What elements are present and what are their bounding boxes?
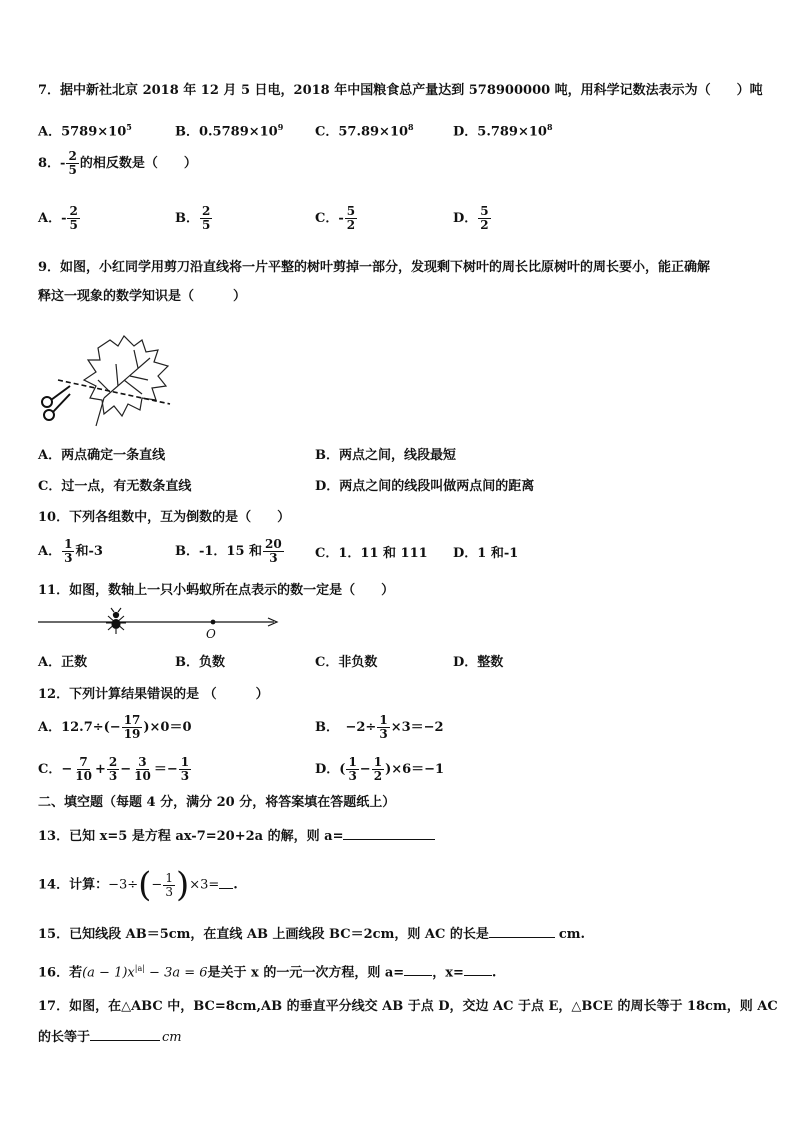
q7-stem: 7．据中新社北京 2018 年 12 月 5 日电，2018 年中国粮食总产量达到 578900000 吨，用科学记数法表示为（ ）吨 xyxy=(38,83,763,98)
q10-option-a: A． $\frac{1}{3}$ 和-3 xyxy=(38,537,103,565)
q12-option-a: A．12.7÷(− $\frac{17}{19}$ )×0＝0 xyxy=(38,713,192,741)
q11-option-b: B．负数 xyxy=(175,655,225,670)
q9-option-c: C．过一点，有无数条直线 xyxy=(38,479,192,494)
q8-option-d: D． $\frac{5}{2}$ xyxy=(453,204,489,232)
q8-option-c: C．- $\frac{5}{2}$ xyxy=(315,204,356,232)
q11-option-d: D．整数 xyxy=(453,655,504,670)
q17-stem-line2: 的长等于 cm xyxy=(38,1030,182,1045)
answer-blank-a[interactable] xyxy=(404,975,432,976)
q7-option-a: A．$5789\times 10^5$ xyxy=(38,122,132,140)
q9-stem-line2: 释这一现象的数学知识是（ ） xyxy=(38,289,247,304)
q9-option-d: D．两点之间的线段叫做两点间的距离 xyxy=(315,479,535,494)
q8-option-b: B． $\frac{2}{5}$ xyxy=(175,204,211,232)
q17-stem-line1: 17．如图，在△ABC 中，BC=8cm,AB 的垂直平分线交 AB 于点 D，交边 AC 于点 E，△BCE 的周长等于 18cm，则 AC xyxy=(38,999,778,1014)
ant-icon xyxy=(106,608,126,634)
q13-stem: 13．已知 x=5 是方程 ax-7=20+2a 的解，则 a= xyxy=(38,828,435,846)
q15-stem: 15．已知线段 AB＝5cm，在直线 AB 上画线段 BC＝2cm，则 AC 的长是 cm. xyxy=(38,927,586,942)
origin-point xyxy=(211,620,216,625)
q10-option-d: D．1 和-1 xyxy=(453,546,519,561)
origin-label: O xyxy=(206,627,216,641)
q11-stem: 11．如图，数轴上一只小蚂蚁所在点表示的数一定是（ ） xyxy=(38,583,395,598)
q14-stem: 14．计算：−3÷(− $\frac{1}{3}$ )×3= . xyxy=(38,865,238,905)
q12-option-b: B． −2÷ $\frac{1}{3}$ ×3＝−2 xyxy=(315,713,444,741)
q8-option-a: A．- $\frac{2}{5}$ xyxy=(38,204,78,232)
q12-option-d: D．( $\frac{1}{3}$ − $\frac{1}{2}$ )×6＝−1 xyxy=(315,755,445,783)
q7-option-d: D．$5.789\times 10^8$ xyxy=(453,122,553,140)
answer-blank-x[interactable] xyxy=(464,975,492,976)
answer-blank[interactable] xyxy=(343,839,435,840)
leaf-icon xyxy=(84,336,168,426)
q10-stem: 10．下列各组数中，互为倒数的是（ ） xyxy=(38,510,291,525)
answer-blank[interactable] xyxy=(219,888,233,889)
q7-option-c: C．$57.89\times 10^8$ xyxy=(315,122,414,140)
q16-stem: 16．若$(a - 1)x^{|a|} - 3a = 6$是关于 x 的一元一次方程，则 a= ，x= . xyxy=(38,964,497,981)
q8-stem: 8．- $\frac{2}{5}$ 的相反数是（ ） xyxy=(38,149,197,177)
leaf-scissors-figure xyxy=(38,318,178,436)
number-line-figure xyxy=(36,606,284,642)
q11-option-c: C．非负数 xyxy=(315,655,378,670)
q10-option-c: C．1．11 和 111 xyxy=(315,546,428,561)
answer-blank[interactable] xyxy=(90,1040,160,1041)
q11-option-a: A．正数 xyxy=(38,655,88,670)
q12-stem: 12．下列计算结果错误的是 （ ） xyxy=(38,687,269,702)
fraction: $\frac{2}{5}$ xyxy=(68,149,77,177)
q9-option-a: A．两点确定一条直线 xyxy=(38,448,166,463)
answer-blank[interactable] xyxy=(489,937,555,938)
q9-option-b: B．两点之间，线段最短 xyxy=(315,448,456,463)
q10-option-b: B．-1．15 和 $\frac{20}{3}$ xyxy=(175,537,282,565)
scissors-icon xyxy=(42,386,70,420)
section-heading: 二、填空题（每题 4 分，满分 20 分，将答案填在答题纸上） xyxy=(38,795,396,810)
q12-option-c: C．− $\frac{7}{10}$ + $\frac{2}{3}$ − $\frac{3}{10}$ ＝− $\frac{1}{3}$ xyxy=(38,755,190,783)
q7-option-b: B．$0.5789\times 10^9$ xyxy=(175,122,284,140)
q9-stem-line1: 9．如图，小红同学用剪刀沿直线将一片平整的树叶剪掉一部分，发现剩下树叶的周长比原树叶的周长要小，能正确解 xyxy=(38,260,711,275)
